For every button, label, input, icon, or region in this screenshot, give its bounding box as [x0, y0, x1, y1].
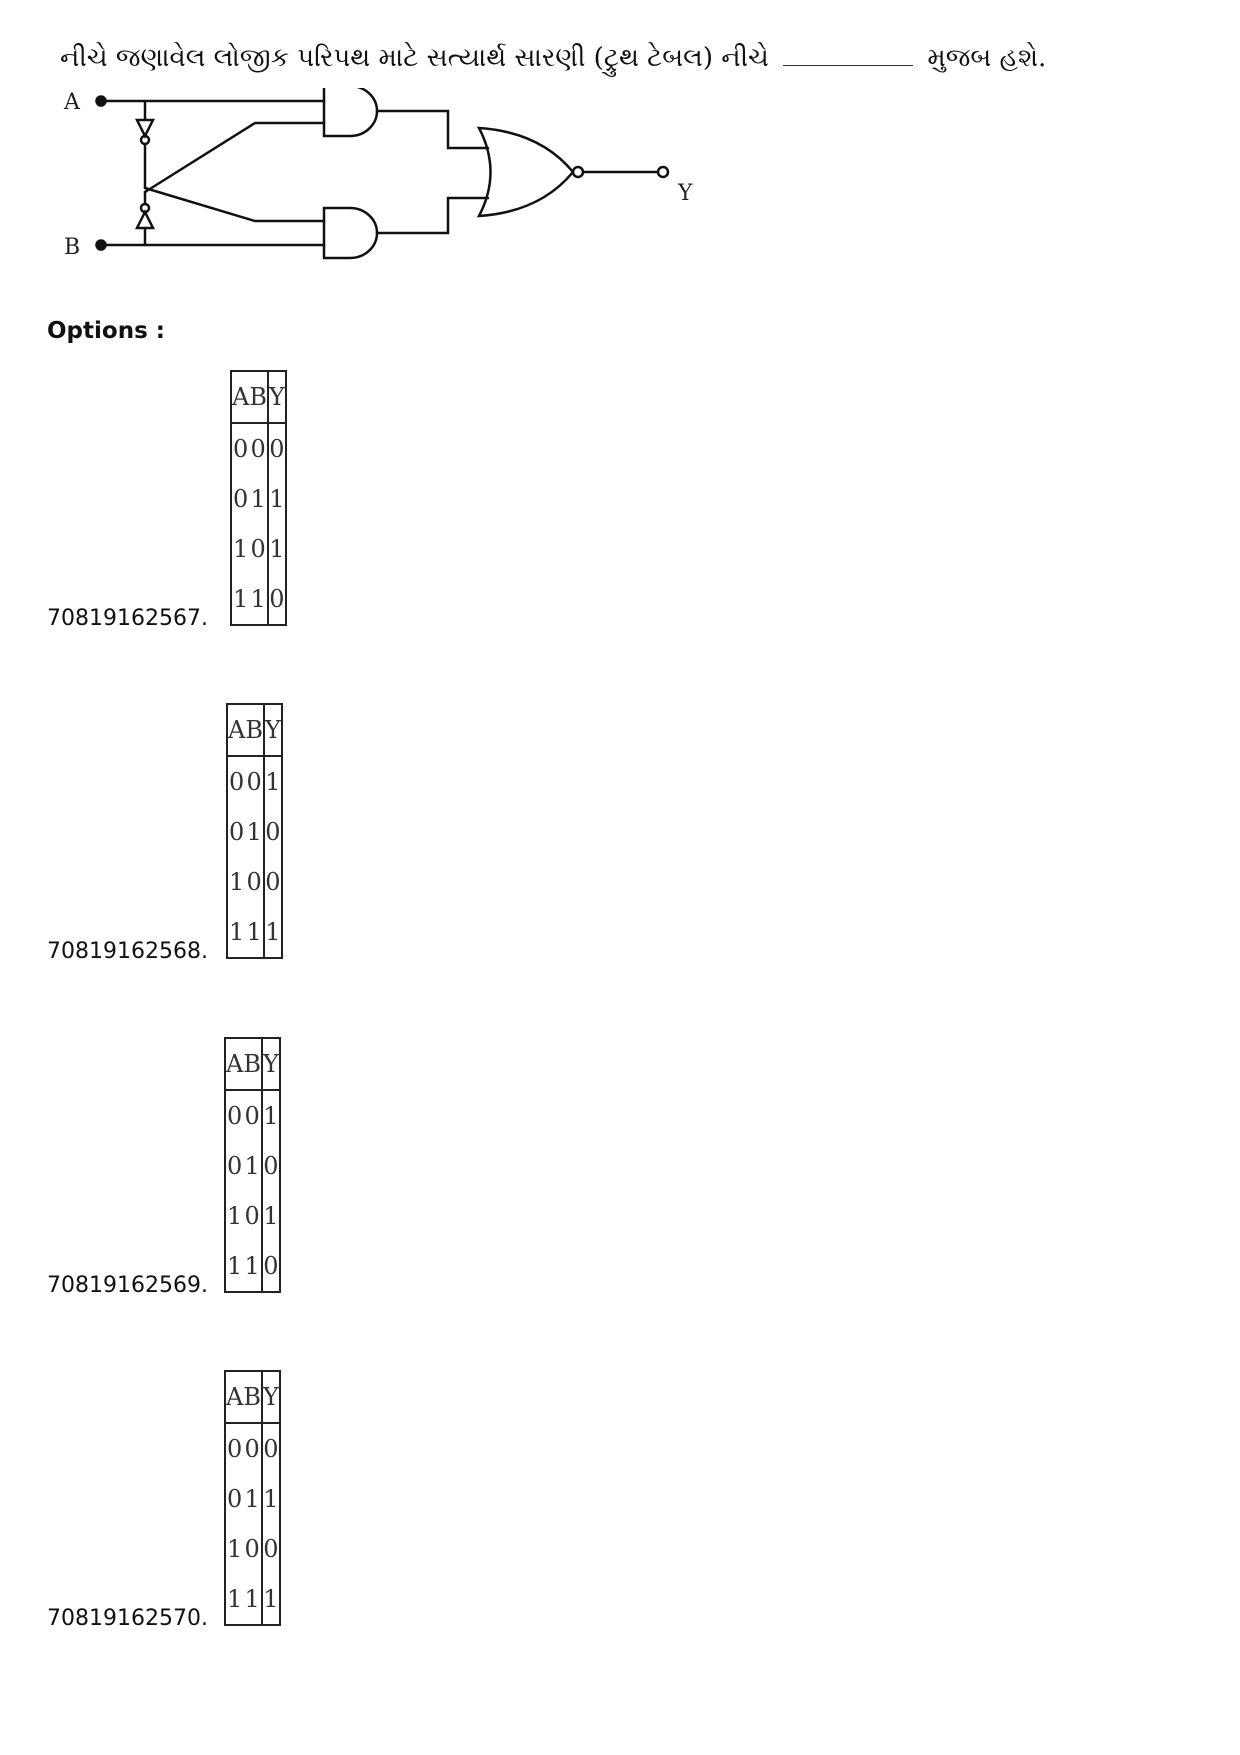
- table-cell: 0: [250, 435, 266, 463]
- table-cell: 1: [233, 535, 249, 563]
- table-row: [227, 857, 282, 907]
- table-cell: 1: [268, 524, 286, 574]
- table-row: [227, 807, 282, 857]
- table-cell: 0: [264, 857, 282, 907]
- table-row: [231, 524, 286, 574]
- table-cell: 0: [244, 1435, 260, 1463]
- table-cell: 1: [227, 1252, 243, 1280]
- table-row: [231, 474, 286, 524]
- table-row: [231, 423, 286, 474]
- answer-blank: [783, 41, 913, 66]
- table-cell: 0: [246, 768, 262, 796]
- options-heading: Options :: [47, 318, 165, 344]
- table-row: [225, 1191, 280, 1241]
- table-cell: 1: [229, 918, 245, 946]
- table-header-row: A B Y: [225, 1038, 280, 1090]
- table-cell: 1: [250, 485, 266, 513]
- logic-circuit-diagram: [40, 88, 800, 308]
- table-row: [225, 1090, 280, 1141]
- not-gate-a: [137, 120, 153, 136]
- truth-table: [226, 703, 283, 959]
- table-header-row: A B Y: [231, 371, 286, 423]
- table-cell: 0: [262, 1524, 280, 1574]
- table-cell: 1: [246, 818, 262, 846]
- table-row: [227, 756, 282, 807]
- option-id: 70819162569.: [47, 1273, 208, 1298]
- truth-table: [224, 1370, 281, 1626]
- table-cell: 0: [246, 868, 262, 896]
- output-y-terminal: [658, 167, 668, 177]
- table-row: [225, 1524, 280, 1574]
- table-cell: 0: [244, 1202, 260, 1230]
- table-cell: 1: [268, 474, 286, 524]
- question-text-end: મુજબ હશે.: [927, 43, 1047, 73]
- table-cell: 0: [227, 1152, 243, 1180]
- not-gate-b: [137, 212, 153, 228]
- table-cell: 1: [244, 1152, 260, 1180]
- and-gate-top: [324, 88, 377, 136]
- table-header-row: A B Y: [227, 704, 282, 756]
- table-cell: 0: [264, 807, 282, 857]
- table-row: [225, 1474, 280, 1524]
- table-cell: 1: [262, 1474, 280, 1524]
- table-cell: 1: [227, 1585, 243, 1613]
- option-id: 70819162568.: [47, 939, 208, 964]
- question-text-start: નીચે જણાવેલ લોજીક પરિપથ માટે સત્યાર્થ સારણી (ટ્રુથ ટેબલ) નીચે: [60, 43, 769, 73]
- table-cell: 0: [244, 1535, 260, 1563]
- table-cell: 0: [227, 1102, 243, 1130]
- table-cell: 1: [229, 868, 245, 896]
- table-cell: 0: [227, 1435, 243, 1463]
- table-cell: 0: [227, 1485, 243, 1513]
- input-b-label: B: [64, 235, 81, 260]
- wire-a-not: [145, 188, 324, 221]
- option-id: 70819162570.: [47, 1606, 208, 1631]
- table-cell: 1: [262, 1574, 280, 1625]
- table-cell: 0: [229, 818, 245, 846]
- table-cell: 0: [250, 535, 266, 563]
- table-cell: 0: [262, 1423, 280, 1474]
- wire-b-not: [145, 123, 324, 192]
- table-cell: 1: [250, 585, 266, 613]
- option-id: 70819162567.: [47, 606, 208, 631]
- nor-gate: [479, 128, 573, 216]
- table-row: [225, 1241, 280, 1292]
- table-cell: 1: [227, 1535, 243, 1563]
- table-cell: 1: [233, 585, 249, 613]
- table-cell: 1: [244, 1585, 260, 1613]
- table-cell: 1: [227, 1202, 243, 1230]
- table-cell: 1: [244, 1252, 260, 1280]
- table-cell: 0: [233, 485, 249, 513]
- table-cell: 0: [233, 435, 249, 463]
- table-cell: 0: [268, 423, 286, 474]
- output-y-label: Y: [678, 181, 693, 206]
- input-a-label: A: [64, 90, 80, 115]
- and-gate-bottom: [324, 208, 377, 258]
- table-cell: 1: [244, 1485, 260, 1513]
- table-cell: 0: [262, 1141, 280, 1191]
- table-cell: 1: [264, 907, 282, 958]
- table-cell: 0: [229, 768, 245, 796]
- table-cell: 1: [264, 756, 282, 807]
- table-cell: 1: [262, 1090, 280, 1141]
- truth-table: [224, 1037, 281, 1293]
- table-cell: 0: [262, 1241, 280, 1292]
- truth-table: [230, 370, 287, 626]
- question-text: [60, 38, 1046, 78]
- table-header-row: A B Y: [225, 1371, 280, 1423]
- table-row: [225, 1141, 280, 1191]
- table-cell: 1: [246, 918, 262, 946]
- table-row: [225, 1423, 280, 1474]
- table-row: [227, 907, 282, 958]
- table-cell: 0: [244, 1102, 260, 1130]
- table-row: [225, 1574, 280, 1625]
- table-row: [231, 574, 286, 625]
- table-cell: 1: [262, 1191, 280, 1241]
- table-cell: 0: [268, 574, 286, 625]
